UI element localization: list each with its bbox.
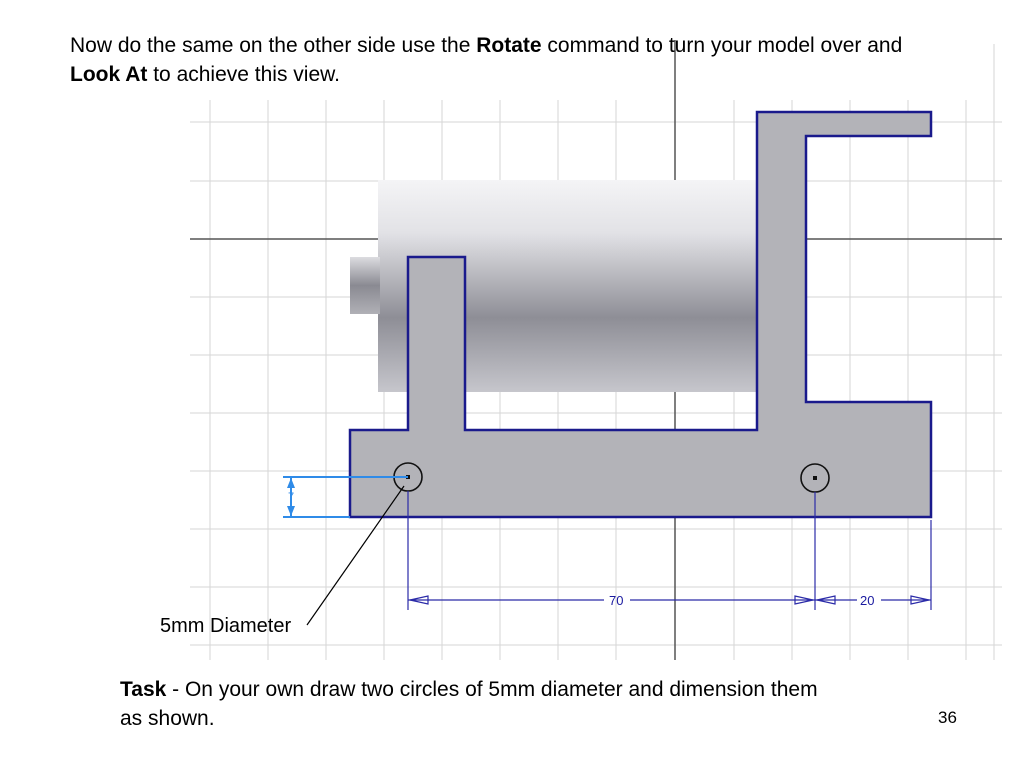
look-at-command-name: Look At	[70, 63, 148, 86]
callout-label: 5mm Diameter	[160, 615, 292, 637]
task-text	[120, 675, 820, 733]
rotate-command-name: Rotate	[476, 34, 542, 57]
task-description: - On your own draw two circles of 5mm diameter and dimension them as shown.	[120, 678, 818, 730]
instruction-text-part: to achieve this view.	[147, 63, 340, 86]
task-label: Task	[120, 678, 167, 701]
horizontal-dimension-20[interactable]	[815, 520, 931, 610]
dimension-value-70: 70	[609, 593, 624, 608]
vertical-dimension-value: 7	[288, 491, 295, 503]
cylinder-hub	[350, 257, 380, 314]
dimension-value-20: 20	[860, 593, 875, 608]
instruction-text-part: Now do the same on the other side use the	[70, 34, 477, 57]
slide-number: 36	[938, 708, 957, 727]
instruction-text-part: command to turn your model over and	[541, 34, 903, 57]
instruction-text	[70, 31, 930, 89]
